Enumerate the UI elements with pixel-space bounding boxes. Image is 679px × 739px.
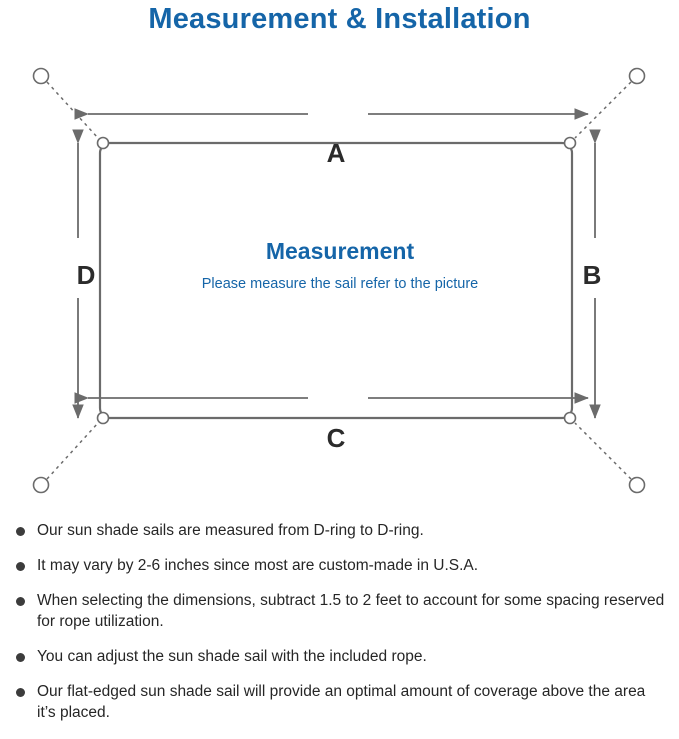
list-item <box>14 590 665 632</box>
bullet-icon <box>16 597 25 606</box>
bullet-icon <box>16 688 25 697</box>
dimension-label-b: B <box>582 260 602 290</box>
diagram-center-subtitle: Please measure the sail refer to the picture <box>201 276 479 292</box>
rope-top-left <box>47 82 98 138</box>
note-text: It may vary by 2-6 inches since most are custom-made in U.S.A. <box>37 557 479 574</box>
note-text: When selecting the dimensions, subtract 1.5 to 2 feet to account for some spacing reserved for rope utilization. <box>37 592 665 630</box>
d-ring-top-right <box>565 138 576 149</box>
list-item <box>14 681 665 723</box>
note-text: Our sun shade sails are measured from D-ring to D-ring. <box>37 522 424 539</box>
d-ring-top-left <box>98 138 109 149</box>
dimension-label-c: C <box>326 423 346 453</box>
d-ring-bottom-left <box>98 413 109 424</box>
d-ring-bottom-right <box>565 413 576 424</box>
list-item <box>14 555 665 576</box>
dimension-label-d: D <box>76 260 96 290</box>
dimension-label-a: A <box>326 138 346 168</box>
bullet-icon <box>16 653 25 662</box>
anchor-point-top-right <box>630 69 645 84</box>
list-item <box>14 520 665 541</box>
list-item <box>14 646 665 667</box>
bullet-icon <box>16 527 25 536</box>
bullet-icon <box>16 562 25 571</box>
anchor-point-bottom-left <box>34 478 49 493</box>
rope-bottom-right <box>575 423 631 479</box>
anchor-point-top-left <box>34 69 49 84</box>
diagram-center-title: Measurement <box>265 238 415 264</box>
rope-top-right <box>575 82 631 138</box>
page-title: Measurement & Installation <box>148 3 531 35</box>
notes-list <box>0 520 679 737</box>
note-text: You can adjust the sun shade sail with the included rope. <box>37 648 427 665</box>
measurement-diagram <box>0 48 679 508</box>
rope-bottom-left <box>47 423 98 479</box>
note-text: Our flat-edged sun shade sail will provide an optimal amount of coverage above the area it’s placed. <box>37 683 646 721</box>
anchor-point-bottom-right <box>630 478 645 493</box>
